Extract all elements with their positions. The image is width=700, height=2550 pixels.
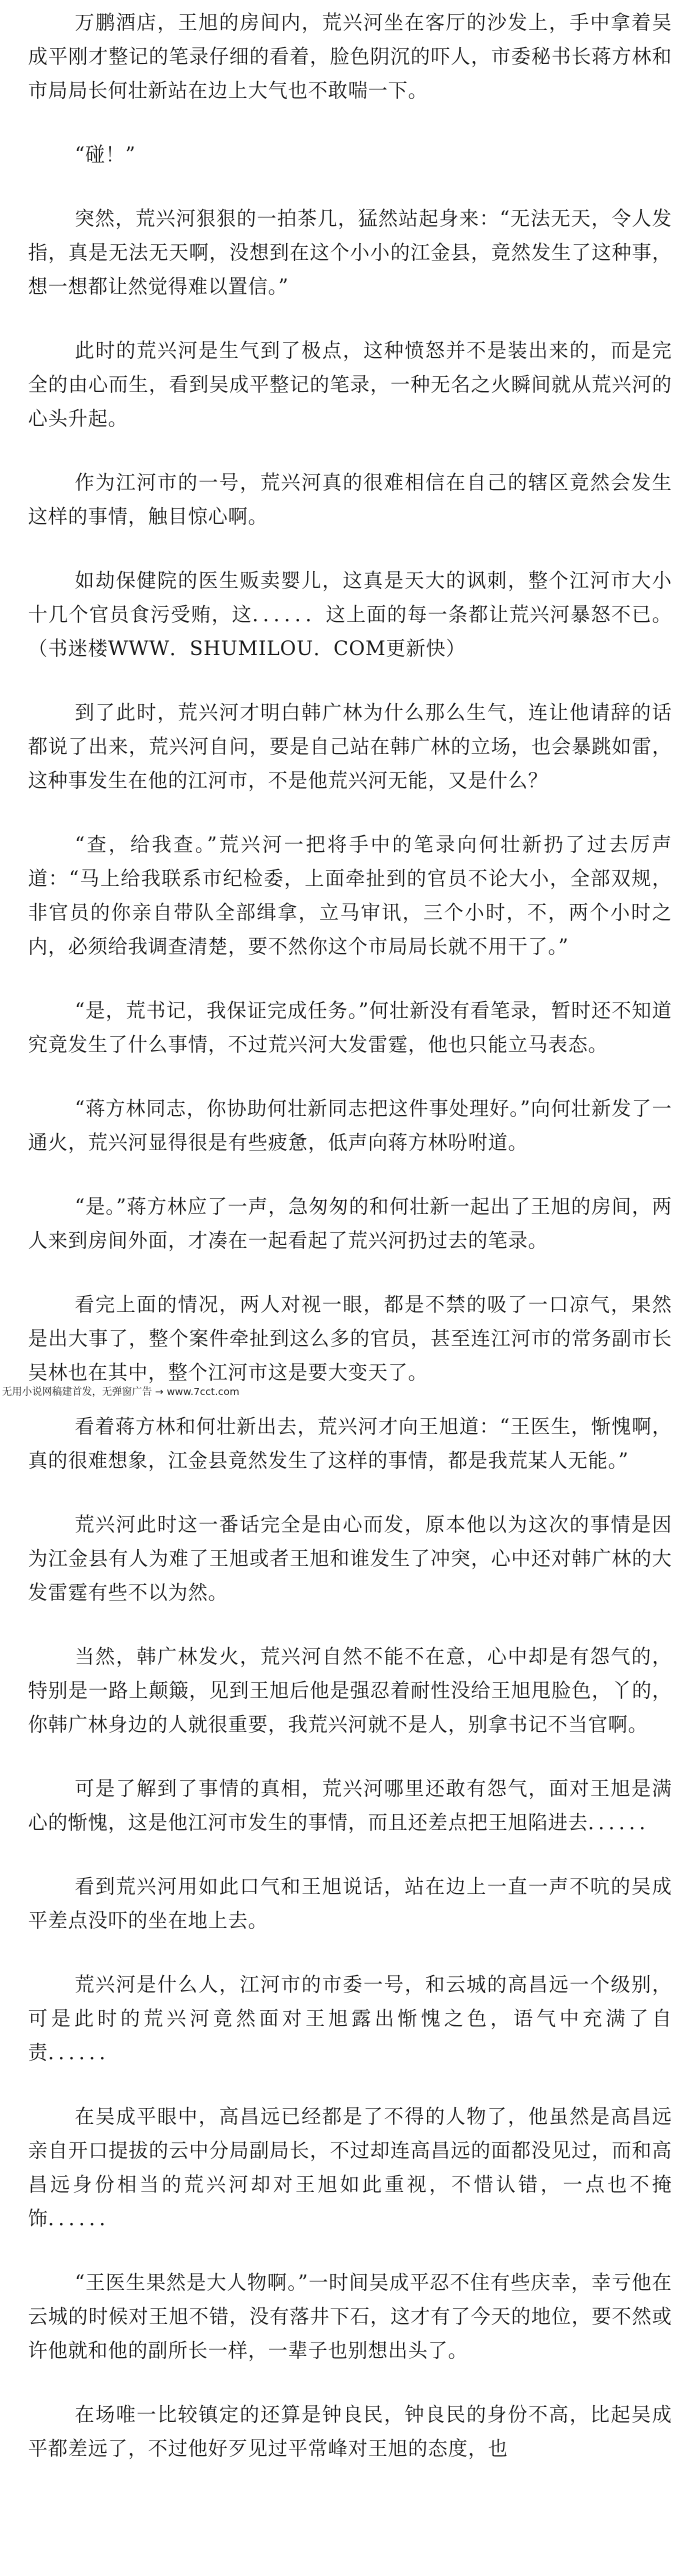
paragraph-19: 在吴成平眼中，高昌远已经都是了不得的人物了，他虽然是高昌远亲自开口提拔的云中分局副局长，不过却连高昌远的面都没见过，而和高昌远身份相当的荒兴河却对王旭如此重视，不惜认错，一点也不掩饰．．．．．． (28, 2105, 672, 2230)
paragraph-16: 可是了解到了事情的真相，荒兴河哪里还敢有怨气，面对王旭是满心的惭愧，这是他江河市发生的事情，而且还差点把王旭陷进去．．．．．． (28, 1777, 672, 1834)
paragraph-8: “查，给我查。”荒兴河一把将手中的笔录向何壮新扔了过去厉声道：“马上给我联系市纪检委，上面牵扯到的官员不论大小，全部双规，非官员的你亲自带队全部缉拿，立马审讯，三个小时，不，两个小时之内，必须给我调查清楚，要不然你这个市局局长就不用干了。” (28, 833, 672, 958)
paragraph-12: 看完上面的情况，两人对视一眼，都是不禁的吸了一口凉气，果然是出大事了，整个案件牵扯到这么多的官员，甚至连江河市的常务副市长吴林也在其中，整个江河市这是要大变天了。 (28, 1293, 672, 1384)
paragraph-13: 看着蒋方林和何壮新出去，荒兴河才向王旭道：“王医生，惭愧啊，真的很难想象，江金县竟然发生了这样的事情，都是我荒某人无能。” (28, 1415, 672, 1472)
paragraph-1: 万鹏酒店，王旭的房间内，荒兴河坐在客厅的沙发上，手中拿着吴成平刚才整记的笔录仔细的看着，脸色阴沉的吓人，市委秘书长蒋方林和市局局长何壮新站在边上大气也不敢喘一下。 (28, 11, 672, 102)
paragraph-11: “是。”蒋方林应了一声，急匆匆的和何壮新一起出了王旭的房间，两人来到房间外面，才凑在一起看起了荒兴河扔过去的笔录。 (28, 1195, 672, 1252)
paragraph-6: 如劫保健院的医生贩卖婴儿，这真是天大的讽刺，整个江河市大小十几个官员食污受贿，这．．．．．．这上面的每一条都让荒兴河暴怒不已。（书迷楼WWW．SHUMILOU．COM更新快） (28, 569, 672, 660)
paragraph-2: “碰！” (74, 143, 136, 166)
paragraph-5: 作为江河市的一号，荒兴河真的很难相信在自己的辖区竟然会发生这样的事情，触目惊心啊。 (28, 471, 672, 528)
paragraph-18: 荒兴河是什么人，江河市的市委一号，和云城的高昌远一个级别，可是此时的荒兴河竟然面对王旭露出惭愧之色，语气中充满了自责．．．．．． (28, 1973, 672, 2064)
paragraph-21: 在场唯一比较镇定的还算是钟良民，钟良民的身份不高，比起吴成平都差远了，不过他好歹见过平常峰对王旭的态度，也 (28, 2403, 672, 2460)
paragraph-14: 荒兴河此时这一番话完全是由心而发，原本他以为这次的事情是因为江金县有人为难了王旭或者王旭和谁发生了冲突，心中还对韩广林的大发雷霆有些不以为然。 (28, 1513, 672, 1604)
ad-link[interactable]: www.7cct.com (166, 1387, 240, 1398)
ad-text: 无用小说网稿建首发，无弹窗广告 → (2, 1387, 164, 1398)
paragraph-20: “王医生果然是大人物啊。”一时间吴成平忍不住有些庆幸，幸亏他在云城的时候对王旭不错，没有落井下石，这才有了今天的地位，要不然或许他就和他的副所长一样，一辈子也别想出头了。 (28, 2271, 672, 2362)
paragraph-17: 看到荒兴河用如此口气和王旭说话，站在边上一直一声不吭的吴成平差点没吓的坐在地上去。 (28, 1875, 672, 1932)
paragraph-9: “是，荒书记，我保证完成任务。”何壮新没有看笔录，暂时还不知道究竟发生了什么事情，不过荒兴河大发雷霆，他也只能立马表态。 (28, 999, 672, 1056)
paragraph-7: 到了此时，荒兴河才明白韩广林为什么那么生气，连让他请辞的话都说了出来，荒兴河自问，要是自己站在韩广林的立场，也会暴跳如雷，这种事发生在他的江河市，不是他荒兴河无能，又是什么？ (28, 701, 672, 792)
paragraph-4: 此时的荒兴河是生气到了极点，这种愤怒并不是装出来的，而是完全的由心而生，看到吴成平整记的笔录，一种无名之火瞬间就从荒兴河的心头升起。 (28, 339, 672, 430)
paragraph-15: 当然，韩广林发火，荒兴河自然不能不在意，心中却是有怨气的，特别是一路上颠簸，见到王旭后他是强忍着耐性没给王旭甩脸色，丫的，你韩广林身边的人就很重要，我荒兴河就不是人，别拿书记不当官啊。 (28, 1645, 672, 1736)
paragraph-10: “蒋方林同志，你协助何壮新同志把这件事处理好。”向何壮新发了一通火，荒兴河显得很是有些疲惫，低声向蒋方林吩咐道。 (28, 1097, 672, 1154)
paragraph-3: 突然，荒兴河狠狠的一拍茶几，猛然站起身来：“无法无天，令人发指，真是无法无天啊，没想到在这个小小的江金县，竟然发生了这种事，想一想都让然觉得难以置信。” (28, 207, 672, 298)
